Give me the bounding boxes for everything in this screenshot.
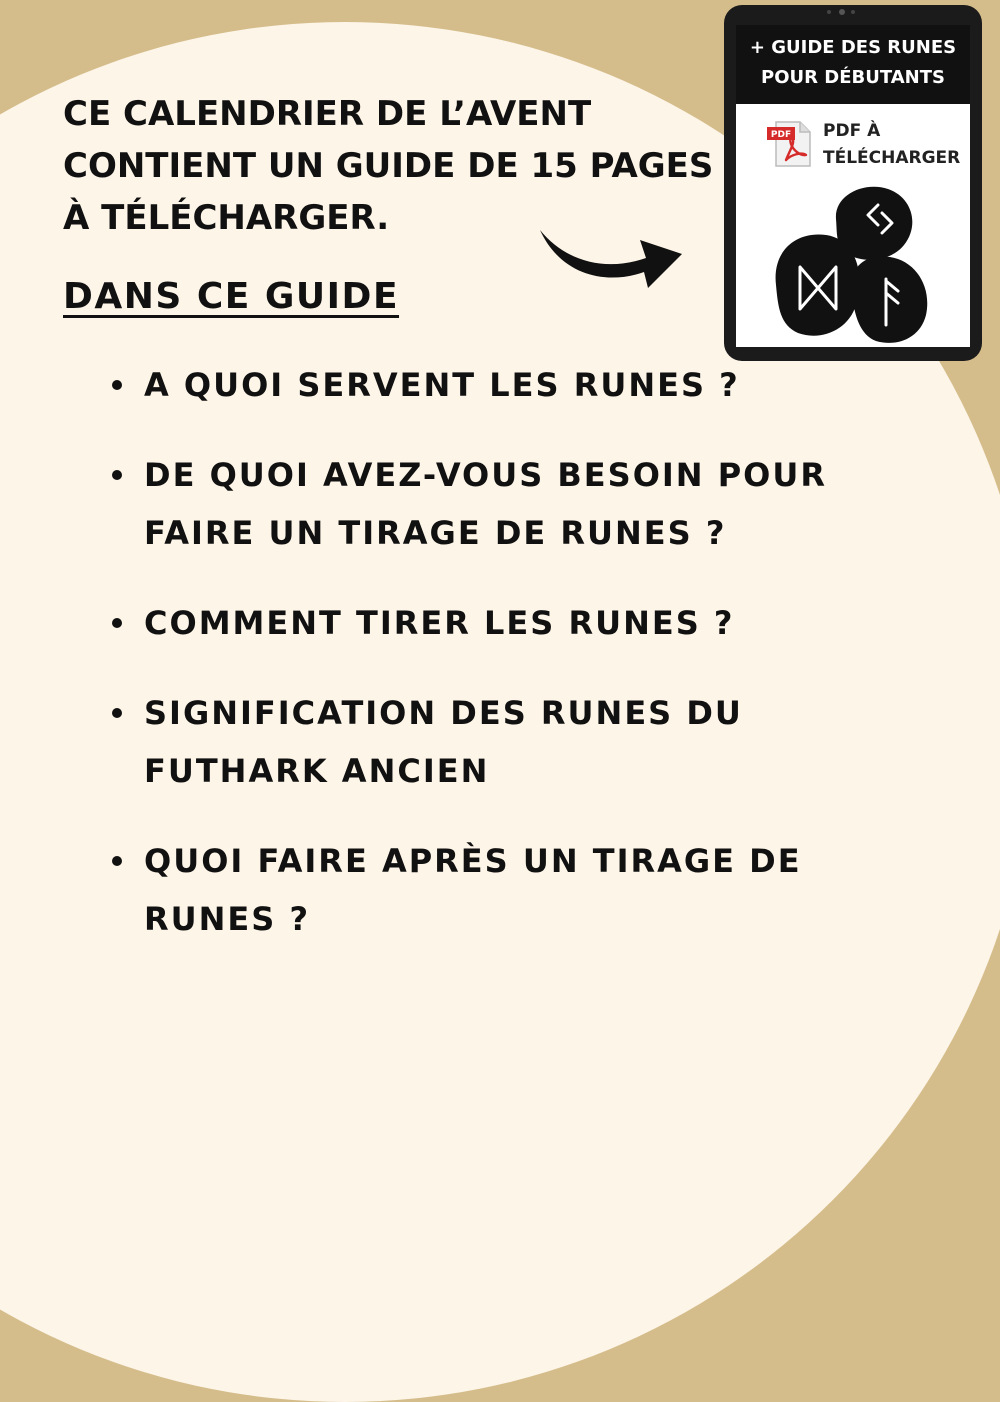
pdf-download-label bbox=[823, 118, 960, 172]
rune-stone-left bbox=[776, 234, 860, 335]
guide-subtitle: DANS CE GUIDE bbox=[63, 276, 400, 317]
list-item-text: DE QUOI AVEZ-VOUS BESOIN POUR bbox=[144, 456, 827, 494]
tablet-screen bbox=[736, 25, 970, 347]
list-item-text: COMMENT TIRER LES RUNES ? bbox=[144, 604, 735, 642]
curved-arrow-right-icon bbox=[536, 200, 686, 300]
guide-contents-list bbox=[112, 356, 872, 980]
list-item bbox=[112, 446, 872, 562]
pdf-badge-text: PDF bbox=[770, 130, 792, 140]
guide-cover-line: POUR DÉBUTANTS bbox=[761, 67, 945, 88]
bullet-dot bbox=[112, 618, 122, 628]
bullet-dot bbox=[112, 470, 122, 480]
tablet-sensor bbox=[851, 10, 855, 14]
rune-stone-right bbox=[851, 256, 927, 343]
list-item bbox=[112, 684, 872, 800]
list-item bbox=[112, 594, 872, 652]
bullet-dot bbox=[112, 856, 122, 866]
tablet-camera bbox=[839, 9, 845, 15]
list-item-text: FAIRE UN TIRAGE DE RUNES ? bbox=[144, 514, 727, 552]
guide-cover-title bbox=[736, 25, 970, 104]
pdf-file-icon bbox=[766, 120, 816, 168]
rune-stones-illustration bbox=[736, 175, 970, 347]
list-item-text: QUOI FAIRE APRÈS UN TIRAGE DE bbox=[144, 842, 802, 880]
pdf-label-line: PDF À bbox=[823, 121, 881, 141]
list-item bbox=[112, 832, 872, 948]
list-item-text: FUTHARK ANCIEN bbox=[144, 752, 490, 790]
intro-line: À TÉLÉCHARGER. bbox=[63, 198, 390, 238]
list-item-text: SIGNIFICATION DES RUNES DU bbox=[144, 694, 743, 732]
intro-line: CE CALENDRIER DE L’AVENT bbox=[63, 94, 592, 134]
bullet-dot bbox=[112, 708, 122, 718]
list-item-text: RUNES ? bbox=[144, 900, 311, 938]
guide-cover-line: + GUIDE DES RUNES bbox=[749, 37, 957, 58]
list-item-text: A QUOI SERVENT LES RUNES ? bbox=[144, 366, 740, 404]
bullet-dot bbox=[112, 380, 122, 390]
intro-line: CONTIENT UN GUIDE DE 15 PAGES bbox=[63, 146, 714, 186]
tablet-sensor bbox=[827, 10, 831, 14]
pdf-label-line: TÉLÉCHARGER bbox=[823, 148, 961, 168]
list-item bbox=[112, 356, 872, 414]
